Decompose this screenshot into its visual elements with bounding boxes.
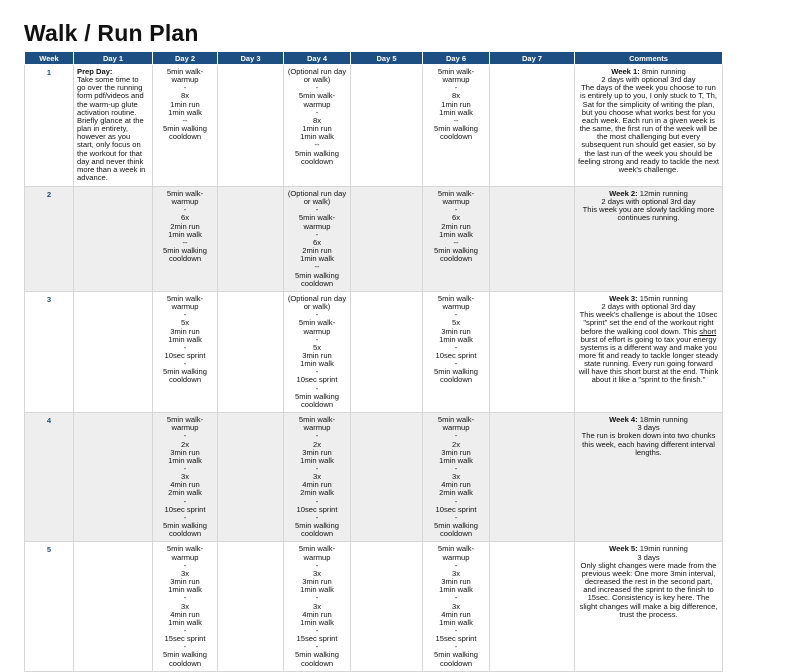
week-number: 4	[25, 413, 74, 542]
comments-cell	[575, 187, 723, 292]
day-1-cell	[74, 291, 153, 412]
table-row	[25, 413, 723, 542]
day-1-cell	[74, 65, 153, 187]
cell-text: 5min walk-warmup - 3x 3min run 1min walk - 3x 4min run 1min walk - 15sec sprint - 5min walking cooldown	[295, 544, 339, 668]
day-2-cell	[153, 65, 218, 187]
day-4-cell	[284, 413, 351, 542]
page-title: Walk / Run Plan	[24, 20, 199, 46]
week-number: 5	[25, 542, 74, 672]
cell-text: 8min running 2 days with optional 3rd day The days of the week you choose to run is entirely up to you, I only stuck to T, Th, Sat for the simplicity of writing the plan, but you choose what works best for you each week. Each run in a given week is the same, the first run of the week will be the most challenging but every subsequent run should get easier, so by the last run of the week you should be feeling strong and ready to tackle the next week's challenge.	[578, 67, 719, 174]
comments-cell	[575, 413, 723, 542]
comments-cell	[575, 291, 723, 412]
day-5-cell	[351, 413, 423, 542]
header-row	[25, 52, 723, 65]
day-7-cell	[490, 413, 575, 542]
cell-text: 19min running 3 days Only slight changes were made from the previous week: One more 3min interval, decreased the rest in the second part, and increased the sprint to the finish to 15sec. Consistency is key here. The slight changes will make a big difference, trust the process.	[579, 544, 718, 619]
day-1-cell	[74, 413, 153, 542]
cell-text: 15min running 2 days with optional 3rd day This week's challenge is about the 10sec "sprint" set the end of the workout right before the walking cool down. This	[579, 293, 718, 336]
day-5-cell	[351, 291, 423, 412]
cell-label: Week 4:	[609, 415, 638, 425]
cell-text: 5min walk-warmup - 2x 3min run 1min walk - 3x 4min run 2min walk - 10sec sprint - 5min walking cooldown	[163, 415, 207, 539]
day-7-cell	[490, 187, 575, 292]
day-6-cell	[423, 542, 490, 672]
cell-text: 5min walk-warmup - 6x 2min run 1min walk -- 5min walking cooldown	[434, 189, 478, 264]
day-4-cell	[284, 542, 351, 672]
cell-text: burst of effort is going to tax your energy systems is a different way and make you more fit and ready to tackle longer steady state running. Every run going forward will have this short burst at the end. Think about it like a "sprint to the finish."	[578, 334, 719, 385]
cell-text: 18min running 3 days The run is broken down into two chunks this week, each having different interval lengths.	[581, 415, 716, 457]
column-header-week: Week	[25, 52, 74, 65]
cell-text: Take some time to go over the running form pdf/videos and the warm-up glute activation routine. Briefly glance at the plan in entirety, however as you start, only focus on the workout for that day and never think more than a week in advance.	[77, 75, 146, 183]
column-header-comments: Comments	[575, 52, 723, 65]
day-2-cell	[153, 542, 218, 672]
day-4-cell	[284, 65, 351, 187]
day-5-cell	[351, 542, 423, 672]
day-5-cell	[351, 65, 423, 187]
day-3-cell	[218, 413, 284, 542]
cell-text: (Optional run day or walk) - 5min walk-warmup - 8x 1min run 1min walk -- 5min walking cooldown	[287, 67, 347, 166]
cell-text: 5min walk-warmup - 3x 3min run 1min walk - 3x 4min run 1min walk - 15sec sprint - 5min walking cooldown	[163, 544, 207, 668]
cell-text: 5min walk-warmup - 5x 3min run 1min walk - 10sec sprint - 5min walking cooldown	[163, 293, 207, 385]
day-6-cell	[423, 65, 490, 187]
day-1-cell	[74, 542, 153, 672]
plan-table	[24, 52, 723, 672]
day-7-cell	[490, 65, 575, 187]
cell-text: (Optional run day or walk) - 5min walk-warmup - 5x 3min run 1min walk - 10sec sprint - 5min walking cooldown	[287, 293, 347, 409]
day-3-cell	[218, 65, 284, 187]
table-row	[25, 291, 723, 412]
column-header-day-4: Day 4	[284, 52, 351, 65]
day-3-cell	[218, 542, 284, 672]
day-2-cell	[153, 413, 218, 542]
week-number: 3	[25, 291, 74, 412]
cell-text: 5min walk-warmup - 2x 3min run 1min walk - 3x 4min run 2min walk - 10sec sprint - 5min walking cooldown	[295, 415, 339, 539]
table-row	[25, 187, 723, 292]
day-5-cell	[351, 187, 423, 292]
cell-label: Week 3:	[609, 293, 638, 303]
day-3-cell	[218, 291, 284, 412]
day-4-cell	[284, 291, 351, 412]
column-header-day-3: Day 3	[218, 52, 284, 65]
day-6-cell	[423, 291, 490, 412]
cell-label: Week 5:	[609, 544, 638, 554]
column-header-day-7: Day 7	[490, 52, 575, 65]
cell-text: 5min walk-warmup - 8x 1min run 1min walk -- 5min walking cooldown	[163, 67, 207, 142]
cell-text: 5min walk-warmup - 2x 3min run 1min walk - 3x 4min run 2min walk - 10sec sprint - 5min walking cooldown	[434, 415, 478, 539]
table-row	[25, 65, 723, 187]
cell-text: 5min walk-warmup - 8x 1min run 1min walk -- 5min walking cooldown	[434, 67, 478, 142]
day-7-cell	[490, 291, 575, 412]
comments-cell	[575, 542, 723, 672]
cell-label: Week 1:	[611, 67, 640, 76]
day-2-cell	[153, 291, 218, 412]
cell-text: 12min running 2 days with optional 3rd day This week you are slowly tackling more continues running.	[582, 189, 715, 223]
cell-text: 5min walk-warmup - 5x 3min run 1min walk - 10sec sprint - 5min walking cooldown	[434, 293, 478, 385]
week-number: 1	[25, 65, 74, 187]
cell-text: short	[699, 326, 717, 336]
cell-text: 5min walk-warmup - 3x 3min run 1min walk - 3x 4min run 1min walk - 15sec sprint - 5min walking cooldown	[434, 544, 478, 668]
day-4-cell	[284, 187, 351, 292]
day-2-cell	[153, 187, 218, 292]
day-6-cell	[423, 187, 490, 292]
cell-label: Week 2:	[609, 189, 638, 198]
table-row	[25, 542, 723, 672]
comments-cell	[575, 65, 723, 187]
day-7-cell	[490, 542, 575, 672]
column-header-day-6: Day 6	[423, 52, 490, 65]
column-header-day-5: Day 5	[351, 52, 423, 65]
cell-text: (Optional run day or walk) - 5min walk-warmup - 6x 2min run 1min walk -- 5min walking cooldown	[287, 189, 347, 288]
day-3-cell	[218, 187, 284, 292]
column-header-day-1: Day 1	[74, 52, 153, 65]
day-1-cell	[74, 187, 153, 292]
cell-label: Prep Day:	[77, 67, 113, 76]
week-number: 2	[25, 187, 74, 292]
cell-text: 5min walk-warmup - 6x 2min run 1min walk -- 5min walking cooldown	[163, 189, 207, 264]
column-header-day-2: Day 2	[153, 52, 218, 65]
day-6-cell	[423, 413, 490, 542]
